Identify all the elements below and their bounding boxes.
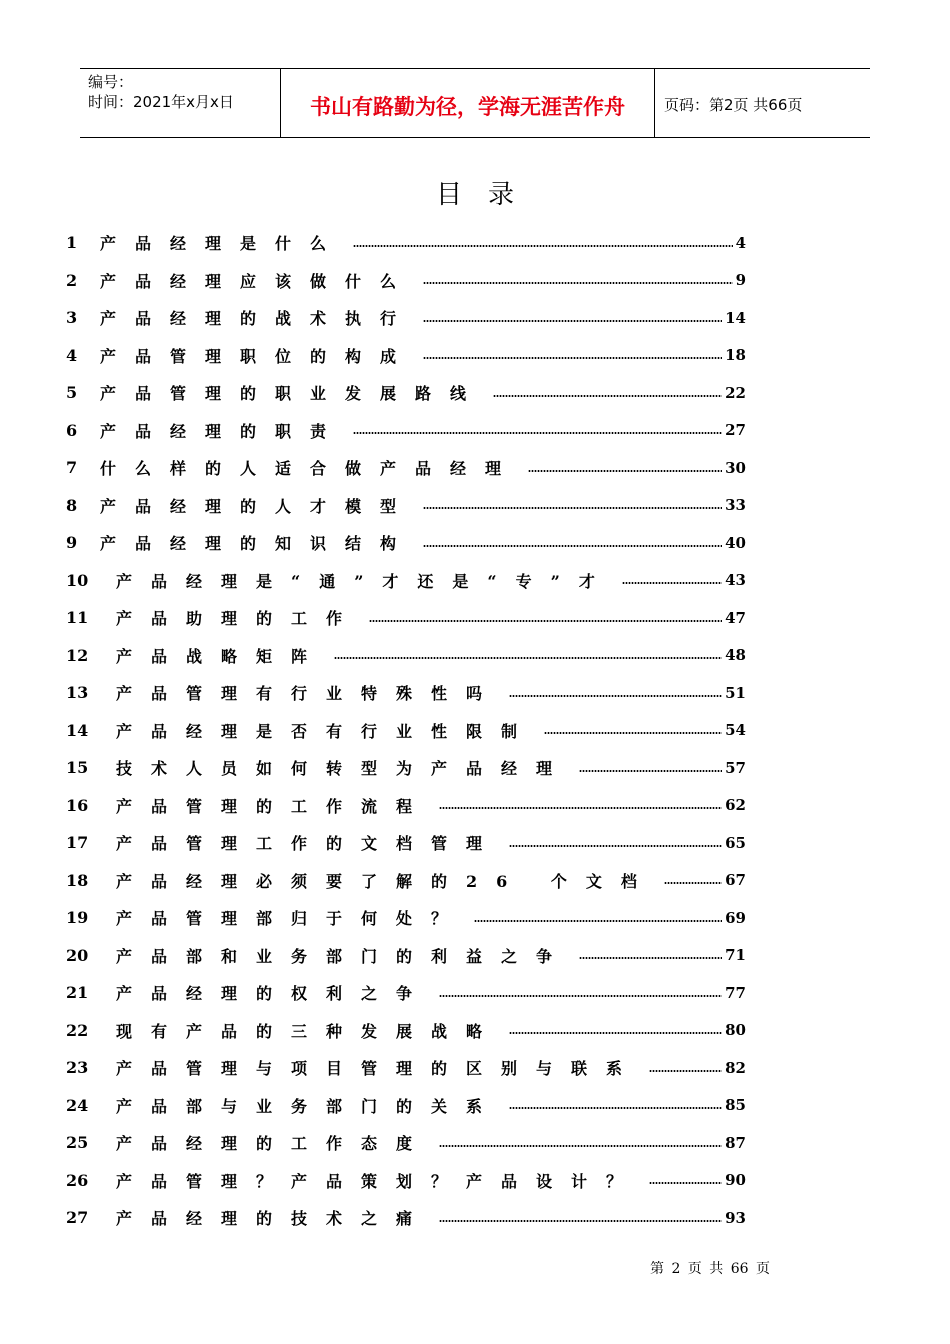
toc-entry[interactable] [66,599,746,637]
toc-dot-leader [474,920,722,922]
toc-dot-leader [509,845,722,847]
toc-entry-number: 6 [66,420,78,440]
toc-dot-leader [423,507,722,509]
toc-entry-number: 2 [66,270,78,290]
toc-entry-number: 5 [66,383,78,403]
toc-dot-leader [649,1182,722,1184]
toc-entry[interactable] [66,1199,746,1237]
toc-entry-title: 产品经理的战术执行 [100,309,416,329]
toc-entry[interactable] [66,712,746,750]
toc-entry-page: 47 [725,608,746,627]
toc-dot-leader [649,1070,722,1072]
toc-entry-number: 11 [66,608,89,628]
toc-entry-number: 8 [66,495,78,515]
toc-entry[interactable] [66,562,746,600]
toc-entry[interactable] [66,749,746,787]
toc-entry-number: 13 [66,683,89,703]
toc-entry-number: 22 [66,1020,89,1040]
toc-entry-title: 技术人员如何转型为产品经理 [116,759,572,779]
toc-entry-page: 85 [725,1096,746,1115]
toc-dot-leader [423,357,722,359]
toc-entry-number: 18 [66,870,89,890]
toc-entry-title: 产品管理的工作流程 [116,796,432,816]
toc-entry-title: 产品管理与项目管理的区别与联系 [116,1059,642,1079]
toc-dot-leader [334,657,722,659]
toc-dot-leader [509,1107,722,1109]
toc-entry[interactable] [66,787,746,825]
header-meta [88,72,234,112]
toc-dot-leader [622,582,722,584]
toc-entry-number: 4 [66,345,78,365]
toc-entry[interactable] [66,937,746,975]
toc-entry[interactable] [66,674,746,712]
toc-entry-page: 90 [725,1171,746,1190]
toc-entry-page: 22 [725,383,746,402]
toc-entry-page: 48 [725,646,746,665]
toc-entry[interactable] [66,299,746,337]
toc-entry-number: 21 [66,983,89,1003]
toc-entry-number: 3 [66,308,78,328]
header-divider [654,69,655,137]
toc-entry[interactable] [66,1162,746,1200]
toc-dot-leader [579,770,722,772]
toc-entry[interactable] [66,1087,746,1125]
toc-dot-leader [579,957,722,959]
toc-entry[interactable] [66,824,746,862]
toc-entry-title: 产品助理的工作 [116,609,362,629]
toc-dot-leader [423,282,733,284]
toc-entry-page: 40 [725,533,746,552]
toc-entry-page: 87 [725,1133,746,1152]
toc-entry-page: 9 [735,271,746,290]
toc-entry-number: 1 [66,233,78,253]
toc-entry-page: 33 [725,496,746,515]
toc-entry-number: 9 [66,533,78,553]
toc-dot-leader [509,695,722,697]
toc-entry-title: 产品经理的技术之痛 [116,1209,432,1229]
toc-entry-page: 4 [735,233,746,252]
toc-dot-leader [439,1220,722,1222]
toc-entry-title: 产品经理应该做什么 [100,271,416,291]
table-of-contents [66,224,746,1237]
toc-dot-leader [423,545,722,547]
toc-entry-number: 17 [66,833,89,853]
toc-entry-page: 69 [725,908,746,927]
toc-entry-title: 产品管理的职业发展路线 [100,384,486,404]
toc-entry-page: 14 [725,308,746,327]
toc-entry-number: 25 [66,1133,89,1153]
toc-entry[interactable] [66,1049,746,1087]
toc-entry-number: 23 [66,1058,89,1078]
toc-entry-number: 19 [66,908,89,928]
toc-entry-number: 14 [66,720,89,740]
toc-entry-title: 产品管理？产品策划？产品设计？ [116,1171,642,1191]
document-code-label: 编号： [88,73,134,91]
toc-entry-number: 12 [66,645,89,665]
toc-entry[interactable] [66,412,746,450]
toc-entry-number: 7 [66,458,78,478]
toc-dot-leader [544,732,722,734]
toc-entry-title: 产品部和业务部门的利益之争 [116,946,572,966]
toc-entry-title: 产品经理是否有行业性限制 [116,721,537,741]
toc-entry-page: 77 [725,983,746,1002]
toc-entry-title: 产品管理职位的构成 [100,346,416,366]
toc-entry[interactable] [66,524,746,562]
toc-entry-page: 27 [725,421,746,440]
toc-entry[interactable] [66,862,746,900]
toc-entry[interactable] [66,337,746,375]
toc-entry-page: 62 [725,796,746,815]
toc-entry[interactable] [66,899,746,937]
toc-entry-title: 产品经理是什么 [100,234,346,254]
toc-title: 目录 [435,180,540,210]
toc-entry-title: 产品经理的工作态度 [116,1134,432,1154]
toc-entry-number: 26 [66,1170,89,1190]
toc-entry[interactable] [66,374,746,412]
toc-dot-leader [493,395,722,397]
toc-entry-title: 产品经理的知识结构 [100,534,416,554]
toc-entry-title: 产品经理是“通”才还是“专”才 [116,571,614,591]
toc-entry-page: 30 [725,458,746,477]
page-footer: 第 2 页 共 66 页 [650,1261,770,1277]
toc-entry-title: 产品管理工作的文档管理 [116,834,502,854]
toc-dot-leader [528,470,722,472]
toc-entry-title: 现有产品的三种发展战略 [116,1021,502,1041]
toc-dot-leader [353,432,722,434]
toc-entry-title: 产品战略矩阵 [116,646,327,666]
toc-dot-leader [439,1145,722,1147]
page-header [80,68,870,138]
toc-entry-number: 10 [66,570,89,590]
toc-entry-page: 54 [725,721,746,740]
toc-entry-number: 16 [66,795,89,815]
toc-dot-leader [664,882,722,884]
toc-entry-title: 什么样的人适合做产品经理 [100,459,521,479]
toc-entry-title: 产品部与业务部门的关系 [116,1096,502,1116]
toc-entry-page: 18 [725,346,746,365]
document-date: 时间：2021年x月x日 [88,93,234,111]
toc-entry[interactable] [66,224,746,262]
toc-entry-page: 71 [725,946,746,965]
toc-entry-page: 82 [725,1058,746,1077]
toc-dot-leader [369,620,722,622]
toc-entry[interactable] [66,487,746,525]
toc-dot-leader [509,1032,722,1034]
toc-entry[interactable] [66,974,746,1012]
toc-entry-page: 67 [725,871,746,890]
toc-entry-page: 43 [725,571,746,590]
toc-dot-leader [439,995,722,997]
toc-entry-title: 产品经理的职责 [100,421,346,441]
toc-entry-page: 57 [725,758,746,777]
header-motto: 书山有路勤为径，学海无涯苦作舟 [310,95,625,119]
toc-entry-number: 15 [66,758,89,778]
toc-entry[interactable] [66,449,746,487]
toc-entry[interactable] [66,1012,746,1050]
toc-dot-leader [423,320,722,322]
toc-entry[interactable] [66,1124,746,1162]
toc-entry-number: 27 [66,1208,89,1228]
toc-entry-page: 93 [725,1208,746,1227]
toc-entry-title: 产品经理必须要了解的26 个文档 [116,871,656,891]
toc-entry-title: 产品管理有行业特殊性吗 [116,684,502,704]
toc-entry-page: 80 [725,1021,746,1040]
toc-entry[interactable] [66,637,746,675]
toc-entry-title: 产品管理部归于何处？ [116,909,467,929]
toc-entry-title: 产品经理的权利之争 [116,984,432,1004]
header-page-number: 页码：第2页 共66页 [664,96,803,114]
toc-entry-number: 24 [66,1095,89,1115]
toc-dot-leader [353,245,733,247]
toc-entry-title: 产品经理的人才模型 [100,496,416,516]
toc-entry[interactable] [66,262,746,300]
toc-entry-page: 65 [725,833,746,852]
toc-entry-page: 51 [725,683,746,702]
toc-entry-number: 20 [66,945,89,965]
toc-dot-leader [439,807,722,809]
